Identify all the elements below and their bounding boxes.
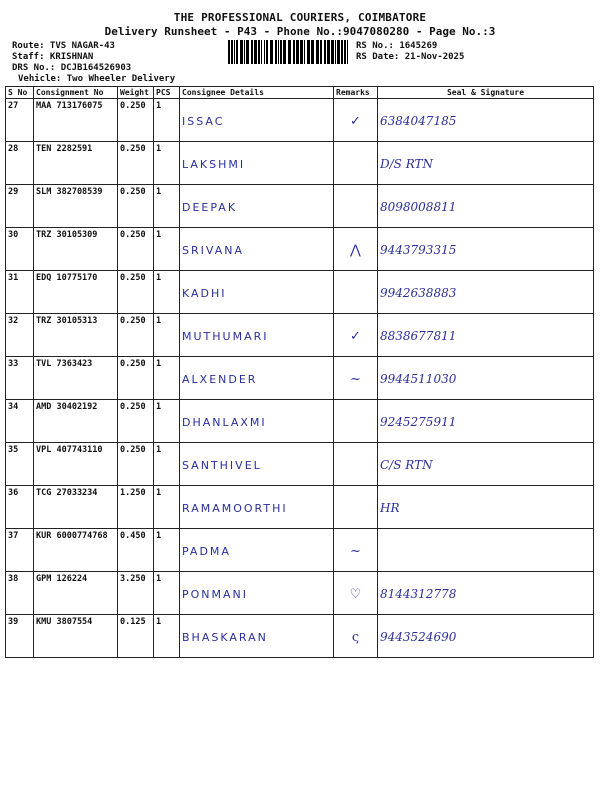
drs-number: DRS No.: DCJB164526903 — [12, 63, 132, 73]
runsheet-subtitle: Delivery Runsheet - P43 - Phone No.:9047080280 - Page No.:3 — [104, 25, 496, 38]
sno-cell: 35 — [6, 443, 34, 486]
table-row — [6, 142, 594, 185]
consignee-name: KADHI — [180, 271, 334, 314]
pcs-cell: 1 — [154, 443, 180, 486]
consignee-name: DHANLAXMI — [180, 400, 334, 443]
pcs-cell: 1 — [154, 314, 180, 357]
remarks-cell: ~ — [334, 529, 378, 572]
table-row — [6, 228, 594, 271]
consignment-number: SLM 382708539 — [34, 185, 118, 228]
table-row — [6, 443, 594, 486]
table-row — [6, 185, 594, 228]
table-row — [6, 99, 594, 142]
signature-cell: 9245275911 — [378, 400, 594, 443]
signature-cell: 9443524690 — [378, 615, 594, 658]
column-header: S No — [6, 87, 34, 99]
pcs-cell: 1 — [154, 486, 180, 529]
consignee-name: PONMANI — [180, 572, 334, 615]
consignee-name: DEEPAK — [180, 185, 334, 228]
remarks-cell: ✓ — [334, 99, 378, 142]
weight-cell: 0.250 — [118, 99, 154, 142]
signature-cell: 8098008811 — [378, 185, 594, 228]
pcs-cell: 1 — [154, 572, 180, 615]
signature-cell: HR — [378, 486, 594, 529]
remarks-cell — [334, 443, 378, 486]
pcs-cell: 1 — [154, 142, 180, 185]
sno-cell: 29 — [6, 185, 34, 228]
remarks-cell: ~ — [334, 357, 378, 400]
pcs-cell: 1 — [154, 357, 180, 400]
consignment-number: GPM 126224 — [34, 572, 118, 615]
consignment-number: MAA 713176075 — [34, 99, 118, 142]
barcode-icon — [228, 40, 352, 64]
remarks-cell: ✓ — [334, 314, 378, 357]
weight-cell: 0.250 — [118, 142, 154, 185]
weight-cell: 0.250 — [118, 357, 154, 400]
weight-cell: 0.125 — [118, 615, 154, 658]
weight-cell: 0.450 — [118, 529, 154, 572]
company-title: THE PROFESSIONAL COURIERS, COIMBATORE — [173, 11, 427, 24]
column-header: Remarks — [334, 87, 378, 99]
pcs-cell: 1 — [154, 529, 180, 572]
consignment-number: TRZ 30105313 — [34, 314, 118, 357]
pcs-cell: 1 — [154, 271, 180, 314]
remarks-cell — [334, 486, 378, 529]
sno-cell: 37 — [6, 529, 34, 572]
sno-cell: 32 — [6, 314, 34, 357]
signature-cell: C/S RTN — [378, 443, 594, 486]
consignee-name: BHASKARAN — [180, 615, 334, 658]
column-header: PCS — [154, 87, 180, 99]
consignee-name: SRIVANA — [180, 228, 334, 271]
weight-cell: 3.250 — [118, 572, 154, 615]
pcs-cell: 1 — [154, 228, 180, 271]
remarks-cell — [334, 185, 378, 228]
consignment-number: VPL 407743110 — [34, 443, 118, 486]
staff-label: Staff: KRISHNAN — [12, 52, 94, 62]
rs-number: RS No.: 1645269 — [356, 41, 438, 51]
signature-cell: 8144312778 — [378, 572, 594, 615]
weight-cell: 1.250 — [118, 486, 154, 529]
table-header-row — [6, 87, 594, 99]
consignment-number: TVL 7363423 — [34, 357, 118, 400]
weight-cell: 0.250 — [118, 185, 154, 228]
table-row — [6, 271, 594, 314]
remarks-cell: ς — [334, 615, 378, 658]
column-header: Weight — [118, 87, 154, 99]
consignee-name: ALXENDER — [180, 357, 334, 400]
column-header: Consignment No — [34, 87, 118, 99]
signature-cell: 8838677811 — [378, 314, 594, 357]
remarks-cell — [334, 271, 378, 314]
consignee-name: SANTHIVEL — [180, 443, 334, 486]
table-row — [6, 615, 594, 658]
sno-cell: 27 — [6, 99, 34, 142]
sno-cell: 38 — [6, 572, 34, 615]
weight-cell: 0.250 — [118, 400, 154, 443]
consignment-number: TCG 27033234 — [34, 486, 118, 529]
pcs-cell: 1 — [154, 99, 180, 142]
remarks-cell: ♡ — [334, 572, 378, 615]
consignment-number: EDQ 10775170 — [34, 271, 118, 314]
column-header: Seal & Signature — [378, 87, 594, 99]
consignee-name: LAKSHMI — [180, 142, 334, 185]
sno-cell: 34 — [6, 400, 34, 443]
weight-cell: 0.250 — [118, 228, 154, 271]
column-header: Consignee Details — [180, 87, 334, 99]
consignee-name: PADMA — [180, 529, 334, 572]
weight-cell: 0.250 — [118, 443, 154, 486]
pcs-cell: 1 — [154, 400, 180, 443]
weight-cell: 0.250 — [118, 314, 154, 357]
weight-cell: 0.250 — [118, 271, 154, 314]
sno-cell: 33 — [6, 357, 34, 400]
route-label: Route: TVS NAGAR-43 — [12, 41, 115, 51]
consignment-number: KMU 3807554 — [34, 615, 118, 658]
consignee-name: MUTHUMARI — [180, 314, 334, 357]
vehicle-label: Vehicle: Two Wheeler Delivery — [18, 74, 176, 84]
consignment-number: TEN 2282591 — [34, 142, 118, 185]
sno-cell: 30 — [6, 228, 34, 271]
signature-cell: D/S RTN — [378, 142, 594, 185]
table-row — [6, 400, 594, 443]
signature-cell: 9942638883 — [378, 271, 594, 314]
sno-cell: 39 — [6, 615, 34, 658]
consignment-number: TRZ 30105309 — [34, 228, 118, 271]
signature-cell: 9443793315 — [378, 228, 594, 271]
consignment-number: KUR 6000774768 — [34, 529, 118, 572]
table-row — [6, 314, 594, 357]
sno-cell: 28 — [6, 142, 34, 185]
remarks-cell — [334, 400, 378, 443]
consignee-name: ISSAC — [180, 99, 334, 142]
runsheet-table — [5, 86, 594, 658]
signature-cell — [378, 529, 594, 572]
remarks-cell: ⋀ — [334, 228, 378, 271]
pcs-cell: 1 — [154, 615, 180, 658]
table-row — [6, 486, 594, 529]
sno-cell: 36 — [6, 486, 34, 529]
rs-date: RS Date: 21-Nov-2025 — [356, 52, 465, 62]
remarks-cell — [334, 142, 378, 185]
signature-cell: 9944511030 — [378, 357, 594, 400]
table-row — [6, 572, 594, 615]
consignment-number: AMD 30402192 — [34, 400, 118, 443]
sno-cell: 31 — [6, 271, 34, 314]
pcs-cell: 1 — [154, 185, 180, 228]
table-row — [6, 357, 594, 400]
consignee-name: RAMAMOORTHI — [180, 486, 334, 529]
table-row — [6, 529, 594, 572]
signature-cell: 6384047185 — [378, 99, 594, 142]
